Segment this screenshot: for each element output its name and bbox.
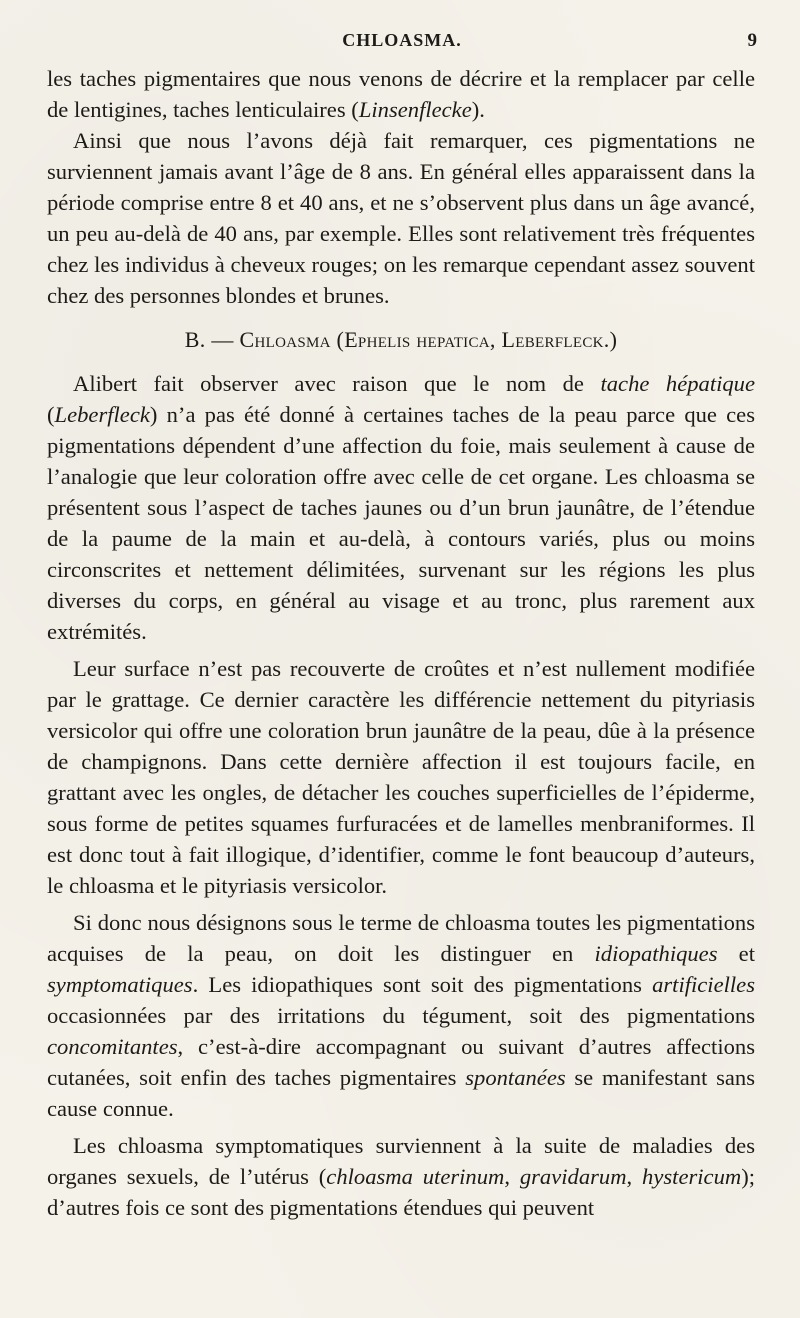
text-run: les taches pigmentaires que nous venons de décrire et la remplacer par celle de lentigines, taches lenticulaires (	[47, 66, 755, 122]
italic-text: spontanées	[465, 1065, 566, 1090]
italic-text: hystericum	[642, 1164, 742, 1189]
text-run: , c’est-à-dire accompagnant ou suivant d’autres affections cutanées, soit enfin des taches pigmentaires	[47, 1034, 755, 1090]
text-run: ) n’a pas été donné à certaines taches de la peau parce que ces pigmentations dépendent d’une affection du foie, mais seulement à cause de l’analogie que leur coloration offre avec celle de cet organe. Les chloasma se présentent sous l’aspect de taches jaunes ou d’un brun jaunâtre, de l’étendue de la paume de la main et au-delà, à contours variés, plus ou moins circonscrites et nettement délimitées, survenant sur les régions les plus diverses du corps, en général au visage et au tronc, plus rarement aux extrémités.	[47, 402, 755, 644]
text-run: Si donc nous désignons sous le terme de chloasma toutes les pigmentations acquises de la peau, on doit les distinguer en	[47, 910, 755, 966]
text-run: se manifestant sans cause connue.	[47, 1065, 756, 1121]
body-text	[47, 63, 755, 1223]
italic-text: Leberfleck	[54, 402, 150, 427]
text-run: ,	[504, 1164, 520, 1189]
italic-text: Linsenflecke	[358, 97, 472, 122]
paragraph	[47, 125, 755, 311]
section-title: Chloasma (Ephelis hepatica, Leberfleck.)	[239, 327, 618, 352]
italic-text: gravidarum	[519, 1164, 627, 1189]
paragraph	[47, 907, 755, 1124]
page-number: 9	[747, 30, 757, 51]
text-run: ,	[626, 1164, 643, 1189]
text-run: ); d’autres fois ce sont des pigmentations étendues qui peuvent	[47, 1164, 755, 1220]
section-letter: B.	[184, 327, 206, 352]
text-run: Ainsi que nous l’avons déjà fait remarquer, ces pigmentations ne surviennent jamais avant l’âge de 8 ans. En général elles apparaissent dans la période comprise entre 8 et 40 ans, et ne s’observent plus dans un âge avancé, un peu au-delà de 40 ans, par exemple. Elles sont relativement très fréquentes chez les individus à cheveux rouges; on les remarque cependant assez souvent chez des personnes blondes et brunes.	[47, 128, 755, 308]
text-run: . Les idiopathiques sont soit des pigmentations	[192, 972, 653, 997]
italic-text: chloasma uterinum	[326, 1164, 505, 1189]
italic-text: idiopathiques	[594, 941, 718, 966]
paragraph	[47, 368, 755, 647]
italic-text: concomitantes	[47, 1034, 178, 1059]
italic-text: symptomatiques	[47, 972, 193, 997]
running-head	[47, 30, 757, 56]
text-run: et	[717, 941, 755, 966]
italic-text: artificielles	[652, 972, 755, 997]
section-dash: —	[211, 327, 234, 352]
text-run: ).	[471, 97, 485, 122]
running-title: CHLOASMA.	[342, 30, 462, 50]
section-heading	[47, 324, 755, 355]
paragraph	[47, 1130, 755, 1223]
paragraph	[47, 63, 755, 125]
text-run: (	[47, 402, 55, 427]
text-run: Les chloasma symptomatiques surviennent à la suite de maladies des organes sexuels, de l’utérus (	[47, 1133, 755, 1189]
text-run: Alibert fait observer avec raison que le nom de	[73, 371, 601, 396]
italic-text: tache hépatique	[600, 371, 755, 396]
text-run: Leur surface n’est pas recouverte de croûtes et n’est nullement modifiée par le grattage. Ce dernier caractère les différencie nettement du pityriasis versicolor qui offre une coloration brun jaunâtre de la peau, dûe à la présence de champignons. Dans cette dernière affection il est toujours facile, en grattant avec les ongles, de détacher les couches superficielles de l’épiderme, sous forme de petites squames furfuracées et de lamelles menbraniformes. Il est donc tout à fait illogique, d’identifier, comme le font beaucoup d’auteurs, le chloasma et le pityriasis versicolor.	[47, 656, 755, 898]
paragraph	[47, 653, 755, 901]
text-run: occasionnées par des irritations du tégument, soit des pigmentations	[47, 1003, 755, 1028]
